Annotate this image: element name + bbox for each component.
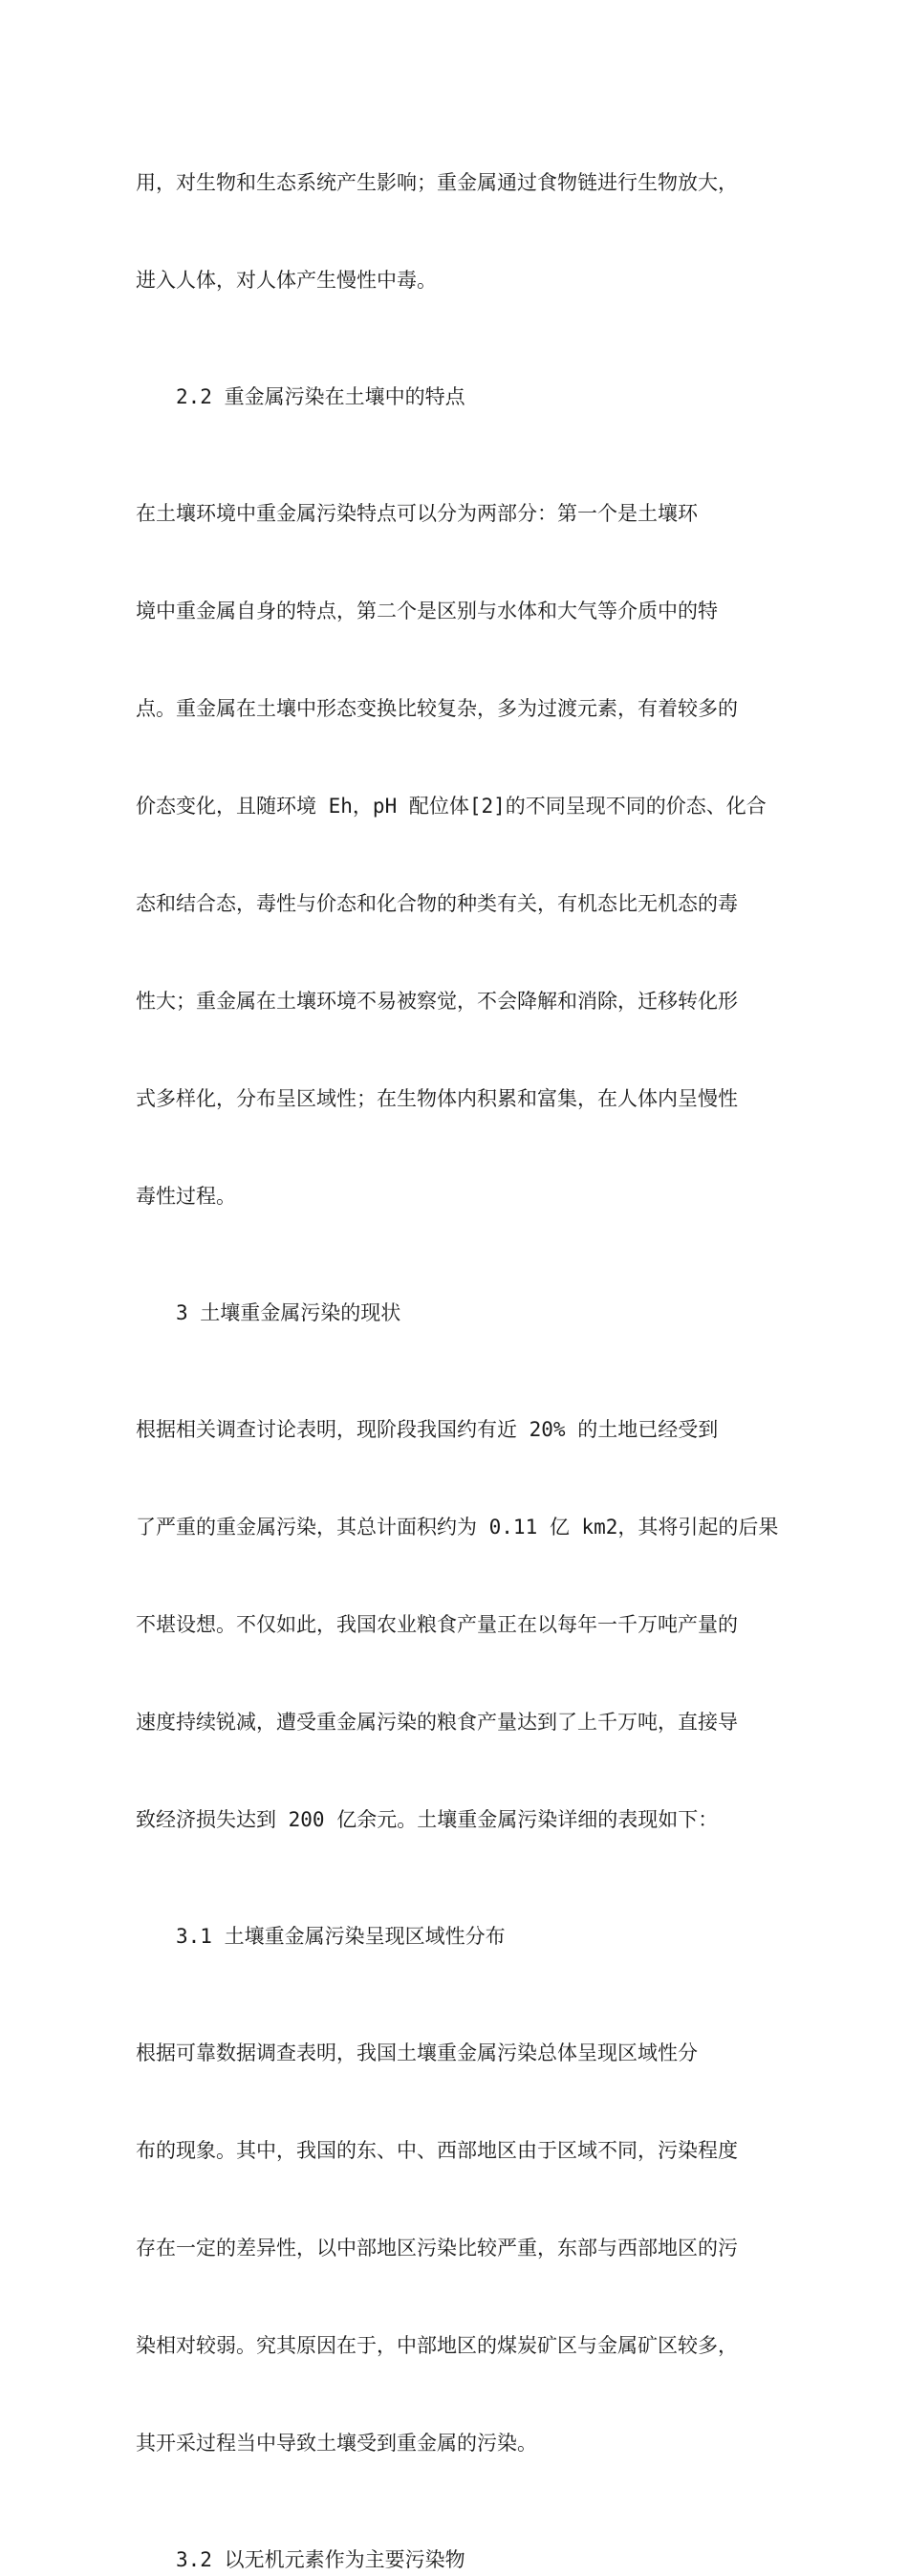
text-line: 点。重金属在土壤中形态变换比较复杂，多为过渡元素，有着较多的 <box>136 697 738 720</box>
paragraph-2-2 <box>136 432 774 1277</box>
text-line: 存在一定的差异性，以中部地区污染比较严重，东部与西部地区的污 <box>136 2237 738 2259</box>
text-line: 式多样化，分布呈区域性；在生物体内积累和富集，在人体内呈慢性 <box>136 1087 738 1110</box>
text-line: 进入人体，对人体产生慢性中毒。 <box>136 269 437 292</box>
text-line: 速度持续锐减，遭受重金属污染的粮食产量达到了上千万吨，直接导 <box>136 1711 738 1734</box>
text-line: 了严重的重金属污染，其总计面积约为 0.11 亿 km2，其将引起的后果 <box>136 1516 779 1539</box>
text-line: 用，对生物和生态系统产生影响；重金属通过食物链进行生物放大， <box>136 171 738 194</box>
document-page <box>136 101 779 2576</box>
text-line: 不堪设想。不仅如此，我国农业粮食产量正在以每年一千万吨产量的 <box>136 1613 738 1636</box>
text-line: 价态变化，且随环境 Eh，pH 配位体[2]的不同呈现不同的价态、化合 <box>136 795 767 818</box>
text-line: 毒性过程。 <box>136 1185 236 1208</box>
section-heading-3-1: 3.1 土壤重金属污染呈现区域性分布 <box>176 1925 506 1948</box>
paragraph-intro <box>136 101 774 361</box>
text-line: 态和结合态，毒性与价态和化合物的种类有关，有机态比无机态的毒 <box>136 892 738 915</box>
section-heading-2-2: 2.2 重金属污染在土壤中的特点 <box>176 385 465 408</box>
text-line: 其开采过程当中导致土壤受到重金属的污染。 <box>136 2432 537 2455</box>
paragraph-3 <box>136 1348 779 1901</box>
text-line: 根据可靠数据调查表明，我国土壤重金属污染总体呈现区域性分 <box>136 2041 698 2064</box>
text-line: 在土壤环境中重金属污染特点可以分为两部分：第一个是土壤环 <box>136 502 698 525</box>
text-line: 致经济损失达到 200 亿余元。土壤重金属污染详细的表现如下： <box>136 1808 719 1831</box>
paragraph-3-1 <box>136 1972 774 2524</box>
text-line: 根据相关调查讨论表明，现阶段我国约有近 20% 的土地已经受到 <box>136 1418 719 1441</box>
text-line: 染相对较弱。究其原因在于，中部地区的煤炭矿区与金属矿区较多， <box>136 2334 738 2357</box>
text-line: 性大；重金属在土壤环境不易被察觉，不会降解和消除，迁移转化形 <box>136 990 738 1013</box>
text-line: 境中重金属自身的特点，第二个是区别与水体和大气等介质中的特 <box>136 600 718 622</box>
text-line: 布的现象。其中，我国的东、中、西部地区由于区域不同，污染程度 <box>136 2139 738 2162</box>
section-heading-3: 3 土壤重金属污染的现状 <box>176 1301 401 1324</box>
section-heading-3-2: 3.2 以无机元素作为主要污染物 <box>176 2548 465 2571</box>
